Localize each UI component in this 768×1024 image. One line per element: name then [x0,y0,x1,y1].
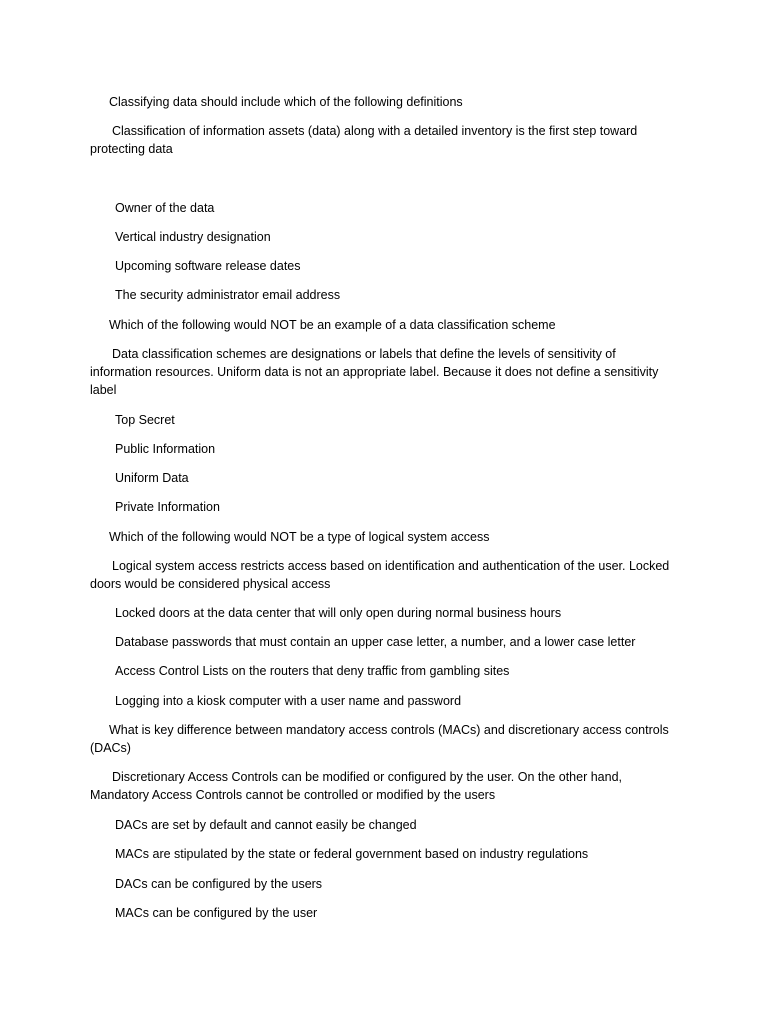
question-2-option-4: Private Information [115,500,220,514]
question-1-option-3: Upcoming software release dates [115,259,301,273]
question-4-option-1: DACs are set by default and cannot easily be changed [115,818,417,832]
question-2-option-1: Top Secret [115,413,175,427]
question-4-option-2: MACs are stipulated by the state or federal government based on industry regulations [115,847,589,861]
question-2-explanation: Data classification schemes are designations or labels that define the levels of sensitivity of information resources. Uniform data is not an appropriate label. Because it does not define a sensitivity label [90,347,659,397]
question-2-option-2: Public Information [115,442,216,456]
question-1-option-2: Vertical industry designation [115,230,271,244]
question-3-explanation: Logical system access restricts access based on identification and authentication of the user. Locked doors would be considered physical access [90,559,670,591]
question-3-option-2: Database passwords that must contain an upper case letter, a number, and a lower case letter [115,635,636,649]
question-1-option-4: The security administrator email address [115,288,341,302]
question-4-text: What is key difference between mandatory access controls (MACs) and discretionary access controls (DACs) [90,723,669,755]
question-1-text: Classifying data should include which of the following definitions [109,95,463,109]
question-4-option-3: DACs can be configured by the users [115,877,323,891]
question-4-explanation: Discretionary Access Controls can be modified or configured by the user. On the other hand, Mandatory Access Controls cannot be controlled or modified by the users [90,770,622,802]
question-3-option-1: Locked doors at the data center that will only open during normal business hours [115,606,562,620]
question-2-text: Which of the following would NOT be an example of a data classification scheme [109,318,556,332]
question-1-explanation: Classification of information assets (data) along with a detailed inventory is the first step toward protecting data [90,124,638,156]
question-3-text: Which of the following would NOT be a type of logical system access [109,530,490,544]
question-1-option-1: Owner of the data [115,201,215,215]
question-3-option-3: Access Control Lists on the routers that deny traffic from gambling sites [115,664,510,678]
question-4-option-4: MACs can be configured by the user [115,906,318,920]
question-3-option-4: Logging into a kiosk computer with a user name and password [115,694,462,708]
question-2-option-3: Uniform Data [115,471,189,485]
